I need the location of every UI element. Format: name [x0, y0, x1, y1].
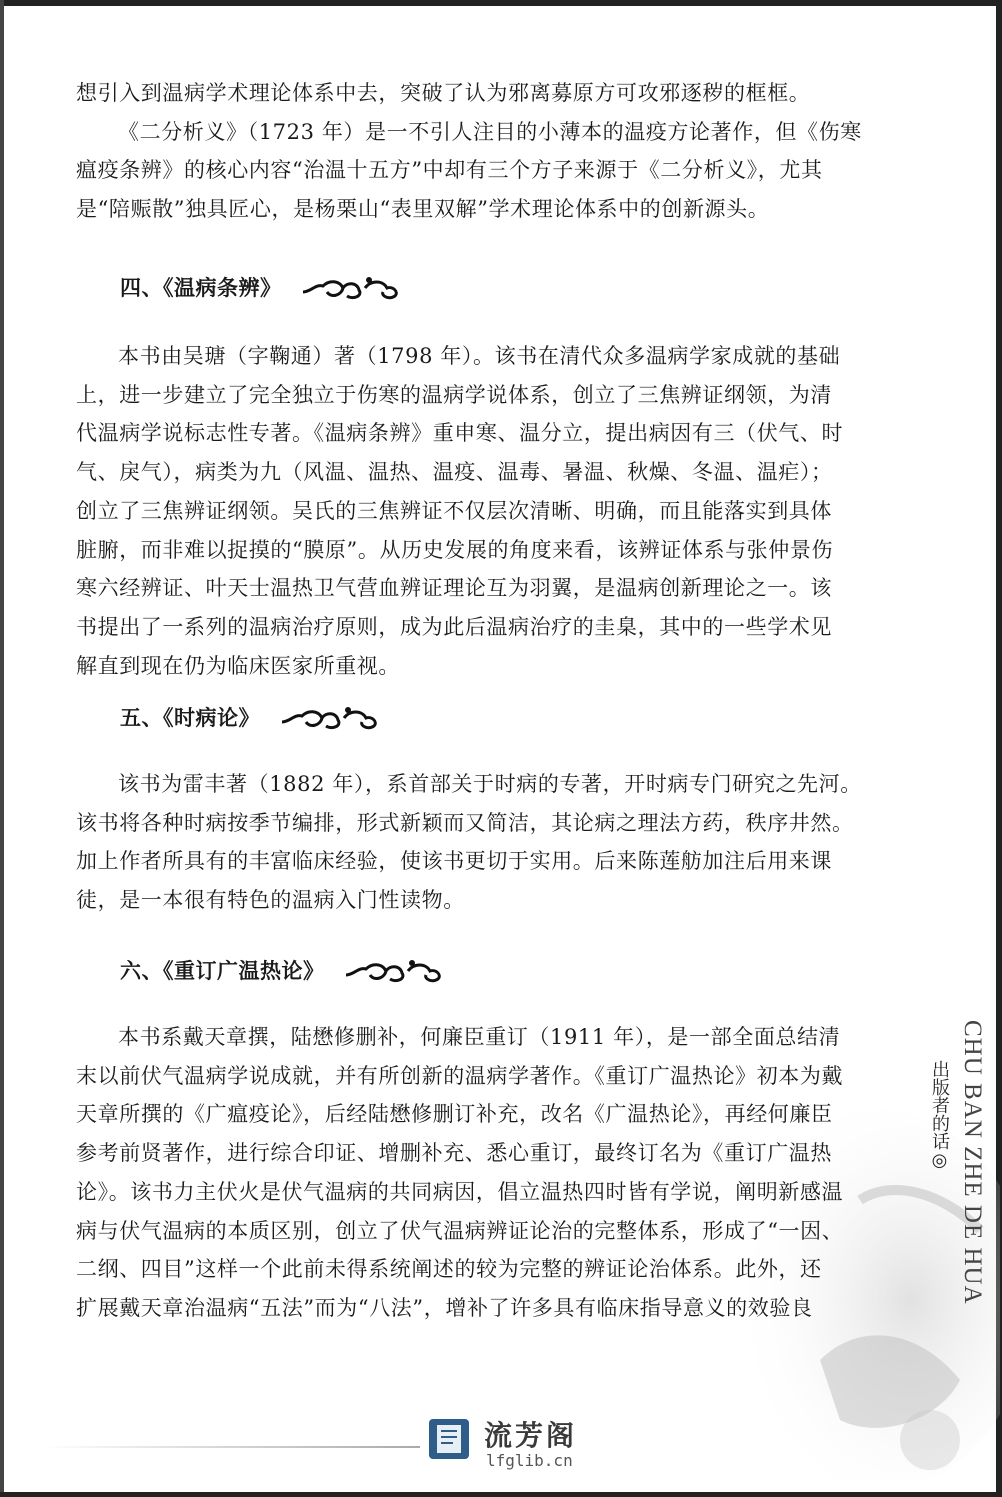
section-heading-6: 六、《重订广温热论》 — [120, 955, 444, 987]
section-4-body — [76, 337, 916, 685]
paragraph-1: 想引入到温病学术理论体系中去，突破了认为邪离募原方可攻邪逐秽的框框。 — [76, 81, 811, 105]
section-6-body — [76, 1018, 906, 1328]
page-frame-left — [0, 0, 4, 1497]
side-title-english: CHU BAN ZHE DE HUA — [959, 1020, 986, 1305]
logo-title: 流芳阁 — [484, 1419, 578, 1452]
cloud-ornament-icon — [344, 957, 444, 987]
section-heading-5: 五、《时病论》 — [120, 702, 380, 734]
paragraph-4: 该书为雷丰著（1882 年），系首部关于时病的专著，开时病专门研究之先河。 该书将各种时病按季节编排，形式新颖而又简洁，其论病之理法方药，秩序井然。 加上作者所具有的丰富临床经验，使该书更切于实用。后来陈莲舫加注后用来课 徒，是一本很有特色的温病入门性读物。 — [76, 772, 862, 913]
cloud-ornament-icon — [301, 274, 401, 304]
cloud-ornament-icon — [280, 704, 380, 734]
logo-url: lfglib.cn — [486, 1451, 573, 1470]
paragraph-2: 《二分析义》（1723 年）是一不引人注目的小薄本的温疫方论著作，但《伤寒 瘟疫条辨》的核心内容“治温十五方”中却有三个方子来源于《二分析义》，尤其 是“陪赈散”独具匠心，是杨栗山“表里双解”学术理论体系中的创新源头。 — [76, 119, 862, 222]
footer-rule — [40, 1446, 420, 1448]
page-frame-top — [0, 0, 1002, 6]
side-title-chinese: 出版者的话◎ — [929, 1060, 950, 1171]
page-frame-bottom — [0, 1492, 1002, 1497]
page-body — [76, 82, 916, 229]
section-heading-4: 四、《温病条辨》 — [120, 272, 401, 304]
paragraph-5: 本书系戴天章撰，陆懋修删补，何廉臣重订（1911 年），是一部全面总结清 末以前伏气温病学说成就，并有所创新的温病学著作。《重订广温热论》初本为戴 天章所撰的《广瘟疫论》，后经陆懋修删订补充，改名《广温热论》，再经何廉臣 参考前贤著作，进行综合印证、增删补充、悉心重订，最终订名为《重订广温热 论》。该书力主伏火是伏气温病的共同病因，倡立温热四时皆有学说，阐明新感温 病与伏气温病的本质区别，创立了伏气温病辨证论治的完整体系，形成了“一因、 二纲、四目”这样一个此前未得系统阐述的较为完整的辨证论治体系。此外，还 扩展戴天章治温病“五法”而为“八法”，增补了许多具有临床指导意义的效验良 — [76, 1025, 844, 1320]
paragraph-3: 本书由吴瑭（字鞠通）著（1798 年）。该书在清代众多温病学家成就的基础 上，进一步建立了完全独立于伤寒的温病学说体系，创立了三焦辨证纲领，为清 代温病学说标志性专著。《温病条辨》重申寒、温分立，提出病因有三（伏气、时 气、戾气），病类为九（风温、温热、温疫、温毒、暑温、秋燥、冬温、温疟）； 创立了三焦辨证纲领。吴氏的三焦辨证不仅层次清晰、明确，而且能落实到具体 脏腑，而非难以捉摸的“膜原”。从历史发展的角度来看，该辨证体系与张仲景伤 寒六经辨证、叶天士温热卫气营血辨证理论互为羽翼，是温病创新理论之一。该 书提出了一系列的温病治疗原则，成为此后温病治疗的圭臬，其中的一些学术见 解直到现在仍为临床医家所重视。 — [76, 344, 844, 678]
book-logo-icon — [425, 1415, 473, 1463]
section-5-body — [76, 765, 916, 920]
